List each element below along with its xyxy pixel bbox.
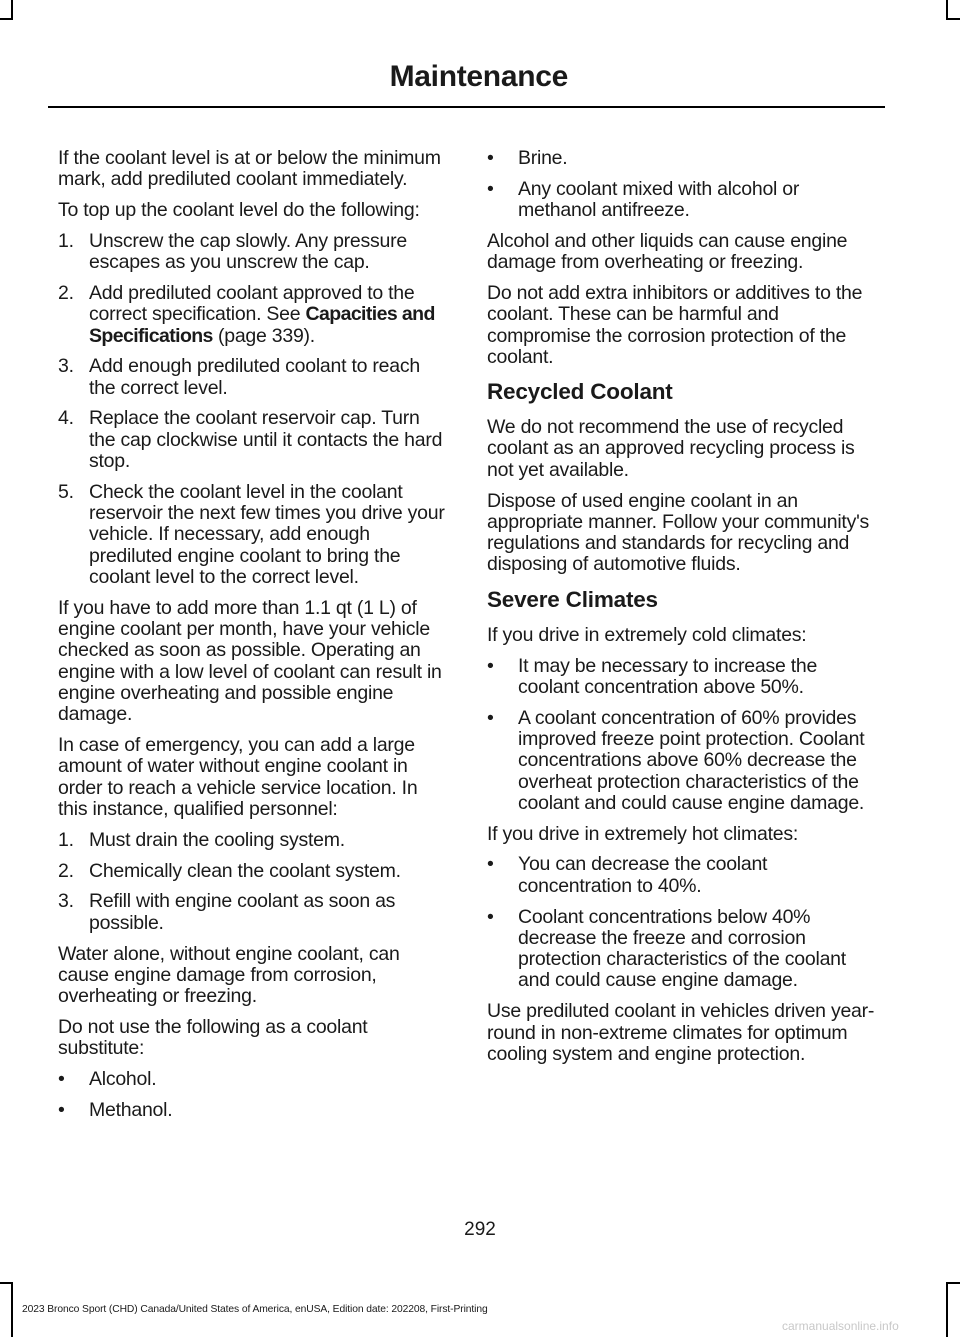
list-item <box>58 482 450 588</box>
page-title: Maintenance <box>389 60 568 93</box>
step-text: Chemically clean the coolant system. <box>89 859 401 882</box>
step-text: Add prediluted coolant approved to the correct specification. See <box>89 281 415 326</box>
paragraph-add-more-coolant: If you have to add more than 1.1 qt (1 L) of engine coolant per month, have your vehicle checked as soon as possible. Operating an engine with a low level of coolant can result in engine overheating and possible engine damage. <box>58 596 442 726</box>
cross-reference-link[interactable]: Capacities and Specifications <box>89 303 435 347</box>
paragraph-coolant-low: If the coolant level is at or below the minimum mark, add prediluted coolant immediately. <box>58 147 441 191</box>
crop-mark-top-right-h <box>946 18 960 20</box>
left-column <box>58 148 450 1131</box>
paragraph-dispose-coolant: Dispose of used engine coolant in an appropriate manner. Follow your community's regulations and standards for recycling and disposing of automotive fluids. <box>487 489 870 576</box>
bullet-text: Brine. <box>518 147 568 169</box>
step-number: 3. <box>58 355 74 378</box>
step-number: 4. <box>58 407 74 430</box>
bullet-text: Any coolant mixed with alcohol or methanol antifreeze. <box>518 177 800 222</box>
bullet-text: Methanol. <box>89 1098 173 1121</box>
step-text: Refill with engine coolant as soon as possible. <box>89 890 396 934</box>
step-number: 1. <box>58 828 74 851</box>
substitute-bullets-continued <box>487 148 882 221</box>
list-item <box>487 148 882 169</box>
bullet-text: Coolant concentrations below 40% decrease the freeze and corrosion protection characteristics of the coolant and could cause engine damage. <box>518 905 846 992</box>
paragraph-emergency: In case of emergency, you can add a large amount of water without engine coolant in order to reach a vehicle service location. In this instance, qualified personnel: <box>58 734 418 821</box>
list-item <box>58 830 450 851</box>
crop-mark-bottom-right-h <box>946 1282 960 1284</box>
edition-footer: 2023 Bronco Sport (CHD) Canada/United States of America, enUSA, Edition date: 202208, First-Printing <box>22 1304 488 1315</box>
list-item <box>58 356 450 399</box>
paragraph-hot-climates: If you drive in extremely hot climates: <box>487 822 799 845</box>
bullet-text: A coolant concentration of 60% provides improved freeze point protection. Coolant concentrations above 60% decrease the overheat protection characteristics of the coolant and could cause engine damage. <box>518 706 865 814</box>
bullet-icon: • <box>487 706 494 729</box>
bullet-text: It may be necessary to increase the coolant concentration above 50%. <box>518 654 818 698</box>
bullet-icon: • <box>487 905 494 928</box>
paragraph-substitute-intro: Do not use the following as a coolant substitute: <box>58 1015 368 1060</box>
bullet-icon: • <box>487 853 494 876</box>
watermark: carmanualsonline.info <box>782 1319 899 1333</box>
header-divider <box>48 106 885 108</box>
emergency-steps <box>58 830 450 934</box>
bullet-icon: • <box>487 654 494 677</box>
bullet-text: Alcohol. <box>89 1067 157 1090</box>
bullet-icon: • <box>487 147 494 169</box>
crop-mark-top-right-v <box>946 0 948 20</box>
paragraph-recycled-recommendation: We do not recommend the use of recycled coolant as an approved recycling process is not yet available. <box>487 416 855 481</box>
crop-mark-top-left-v <box>11 0 13 20</box>
list-item <box>58 408 450 472</box>
crop-mark-top-left-h <box>0 18 13 20</box>
crop-mark-bottom-right-v <box>946 1282 948 1337</box>
step-text: Must drain the cooling system. <box>89 828 345 851</box>
list-item <box>487 708 882 814</box>
list-item <box>487 854 882 897</box>
top-up-steps <box>58 231 450 588</box>
step-text: Check the coolant level in the coolant reservoir the next few times you drive your vehicle. If necessary, add enough prediluted engine coolant to bring the coolant level to the correct level. <box>89 480 445 589</box>
list-item <box>58 861 450 882</box>
right-column <box>487 148 882 1075</box>
heading-severe-climates: Severe Climates <box>487 586 658 612</box>
list-item <box>58 231 450 274</box>
bullet-text: You can decrease the coolant concentration to 40%. <box>518 853 768 897</box>
paragraph-top-up-intro: To top up the coolant level do the following: <box>58 199 420 222</box>
bullet-icon: • <box>58 1067 65 1090</box>
list-item <box>58 283 450 347</box>
list-item <box>58 1100 450 1121</box>
step-number: 2. <box>58 281 74 304</box>
paragraph-water-alone: Water alone, without engine coolant, can cause engine damage from corrosion, overheating or freezing. <box>58 942 400 1008</box>
step-text: Add enough prediluted coolant to reach the correct level. <box>89 355 420 399</box>
heading-recycled-coolant: Recycled Coolant <box>487 379 673 405</box>
hot-climate-bullets <box>487 854 882 991</box>
step-number: 2. <box>58 859 74 882</box>
list-item <box>487 907 882 992</box>
step-number: 5. <box>58 480 74 503</box>
step-text: Replace the coolant reservoir cap. Turn the cap clockwise until it contacts the hard stop. <box>89 407 443 473</box>
paragraph-no-additives: Do not add extra inhibitors or additives to the coolant. These can be harmful and compromise the corrosion protection of the coolant. <box>487 281 863 368</box>
step-number: 3. <box>58 890 74 913</box>
step-text: Unscrew the cap slowly. Any pressure escapes as you unscrew the cap. <box>89 229 407 274</box>
list-item <box>487 179 882 222</box>
bullet-icon: • <box>58 1098 65 1121</box>
list-item <box>58 1069 450 1090</box>
list-item <box>58 891 450 934</box>
crop-mark-bottom-left-v <box>11 1282 13 1337</box>
cold-climate-bullets <box>487 656 882 815</box>
paragraph-prediluted-year-round: Use prediluted coolant in vehicles driven year-round in non-extreme climates for optimum cooling system and engine protection. <box>487 1000 875 1065</box>
paragraph-cold-climates: If you drive in extremely cold climates: <box>487 623 807 646</box>
substitute-bullets <box>58 1069 450 1121</box>
page-number: 292 <box>464 1219 496 1240</box>
list-item <box>487 656 882 699</box>
step-number: 1. <box>58 229 74 252</box>
crop-mark-bottom-left-h <box>0 1282 13 1284</box>
paragraph-alcohol-liquids: Alcohol and other liquids can cause engine damage from overheating or freezing. <box>487 229 848 274</box>
step-text-page-ref: (page 339). <box>212 324 315 347</box>
bullet-icon: • <box>487 177 494 200</box>
